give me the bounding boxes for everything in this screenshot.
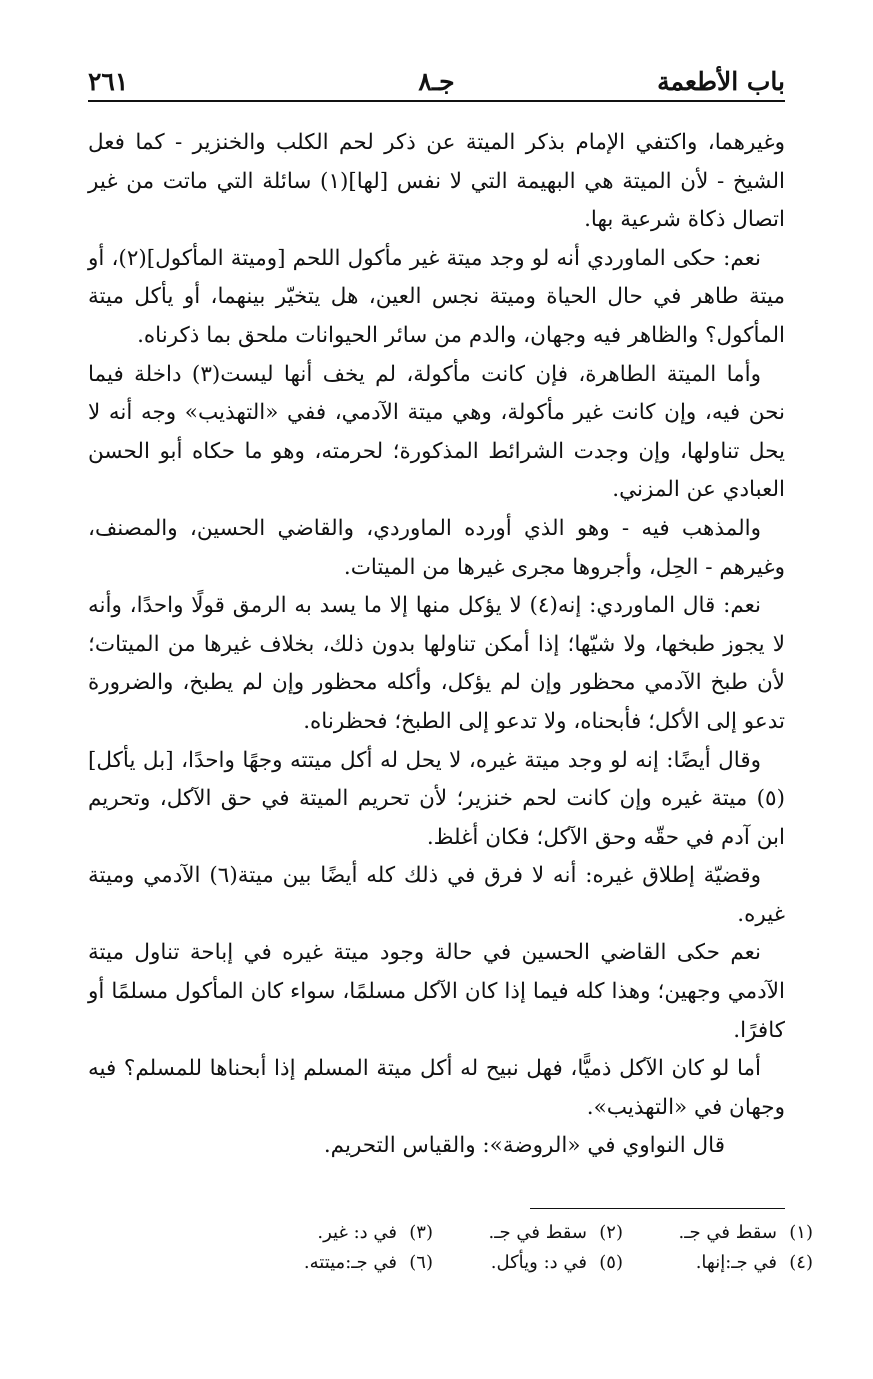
paragraph: والمذهب فيه - وهو الذي أورده الماوردي، والقاضي الحسين، والمصنف، وغيرهم - الحِل، وأجروها مجرى غيرها من الميتات. bbox=[88, 515, 785, 580]
main-text bbox=[88, 124, 785, 1166]
chapter-title: باب الأطعمة bbox=[657, 66, 785, 96]
paragraph: وقضيّة إطلاق غيره: أنه لا فرق في ذلك كله أيضًا بين ميتة(٦) الآدمي وميتة غيره. bbox=[88, 863, 785, 927]
footnote-number: (٦) bbox=[409, 1252, 433, 1273]
footnote-number: (١) bbox=[789, 1222, 813, 1243]
paragraph: قال النواوي في «الروضة»: والقياس التحريم. bbox=[323, 1133, 725, 1159]
footnote-separator bbox=[530, 1208, 785, 1209]
footnote bbox=[433, 1248, 623, 1278]
paragraph: وأما الميتة الطاهرة، فإن كانت مأكولة، لم يخف أنها ليست(٣) داخلة فيما نحن فيه، وإن كانت غير مأكولة، وهي ميتة الآدمي، ففي «التهذيب» وجه أنه لا يحل تناولها، وإن وجدت الشرائط المذكورة؛ لحرمته، وهو ما حكاه أبو الحسن العبادي عن المزني. bbox=[88, 361, 785, 503]
volume-number: جـ٨ bbox=[418, 66, 455, 96]
footnote bbox=[433, 1218, 623, 1248]
paragraph: وقال أيضًا: إنه لو وجد ميتة غيره، لا يحل له أكل ميتته وجهًا واحدًا، [بل يأكل](٥) ميتة غيره وإن كانت لحم خنزير؛ لأن تحريم الميتة في حق الآكل، وتحريم ابن آدم في حقّه وحق الآكل؛ فكان أغلظ. bbox=[88, 747, 785, 850]
footnote-row bbox=[240, 1218, 813, 1248]
footnote bbox=[623, 1248, 813, 1278]
footnote-text: في جـ:إنها. bbox=[695, 1252, 777, 1273]
paragraph: نعم حكى القاضي الحسين في حالة وجود ميتة غيره في إباحة تناول ميتة الآدمي وجهين؛ وهذا كله فيما إذا كان الآكل مسلمًا، سواء كان المأكول مسلمًا أو كافرًا. bbox=[88, 940, 785, 1043]
footnote-number: (٤) bbox=[789, 1252, 813, 1273]
footnote bbox=[623, 1218, 813, 1248]
footnote-text: في جـ:ميتته. bbox=[303, 1252, 397, 1273]
footnote bbox=[243, 1248, 433, 1278]
paragraph: نعم: حكى الماوردي أنه لو وجد ميتة غير مأكول اللحم [وميتة المأكول](٢)، أو ميتة طاهر في حال الحياة وميتة نجس العين، هل يتخيّر بينهما، أو يأكل ميتة المأكول؟ والظاهر فيه وجهان، والدم من سائر الحيوانات ملحق بما ذكرناه. bbox=[88, 245, 785, 348]
paragraph: وغيرهما، واكتفي الإمام بذكر الميتة عن ذكر لحم الكلب والخنزير - كما فعل الشيخ - لأن الميتة هي البهيمة التي لا نفس [لها](١) سائلة التي ماتت من غير اتصال ذكاة شرعية بها. bbox=[88, 130, 785, 233]
footnotes bbox=[240, 1218, 813, 1278]
footnote-row bbox=[240, 1248, 813, 1278]
footnote-number: (٣) bbox=[409, 1222, 433, 1243]
footnote-number: (٥) bbox=[599, 1252, 623, 1273]
footnote bbox=[243, 1218, 433, 1248]
paragraph: أما لو كان الآكل ذميًّا، فهل نبيح له أكل ميتة المسلم إذا أبحناها للمسلم؟ فيه وجهان في «التهذيب». bbox=[88, 1056, 785, 1120]
footnote-text: في د: غير. bbox=[317, 1222, 397, 1243]
footnote-text: سقط في جـ. bbox=[488, 1222, 587, 1243]
footnote-number: (٢) bbox=[599, 1222, 623, 1243]
running-header bbox=[88, 62, 785, 102]
footnote-text: سقط في جـ. bbox=[678, 1222, 777, 1243]
footnote-text: في د: ويأكل. bbox=[490, 1252, 587, 1273]
page-number: ٢٦١ bbox=[88, 66, 129, 96]
paragraph: نعم: قال الماوردي: إنه(٤) لا يؤكل منها إلا ما يسد به الرمق قولًا واحدًا، وأنه لا يجوز طبخها، ولا شيّها؛ إذا أمكن تناولها بدون ذلك، بخلاف غيرها من الميتات؛ لأن طبخ الآدمي محظور وإن لم يؤكل، وأكله محظور وإن لم يطبخ، والضرورة تدعو إلى الأكل؛ فأبحناه، ولا تدعو إلى الطبخ؛ فحظرناه. bbox=[88, 593, 785, 734]
